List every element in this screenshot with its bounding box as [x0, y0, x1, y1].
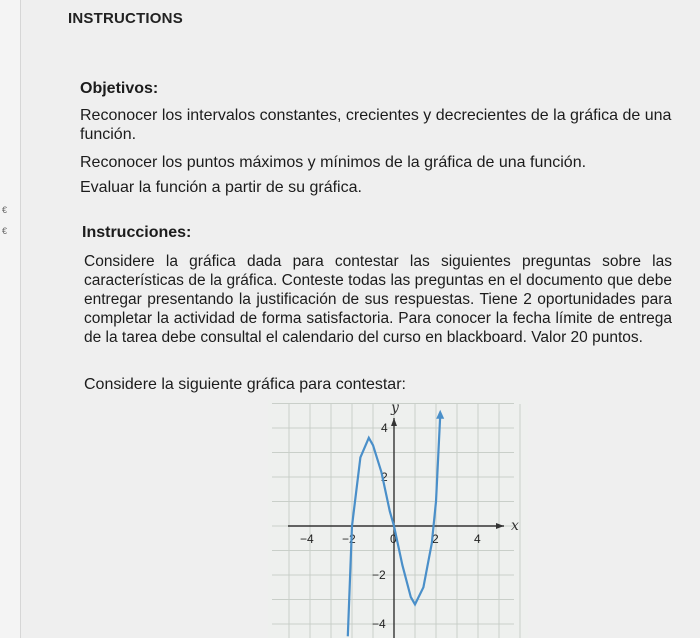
page-title: INSTRUCTIONS: [68, 10, 183, 27]
graph-background: [268, 400, 528, 638]
objective-item: Reconocer los intervalos constantes, crecientes y decrecientes de la gráfica de una función.: [80, 107, 672, 143]
sidebar-mark: €: [2, 226, 8, 236]
y-tick-label: 4: [381, 421, 388, 435]
y-axis-label: y: [391, 400, 399, 416]
y-tick-label: 2: [381, 470, 388, 484]
x-tick-label: 4: [474, 532, 481, 546]
y-tick-label: −2: [372, 568, 386, 582]
consider-text: Considere la siguiente gráfica para contestar:: [84, 376, 406, 393]
x-tick-label: −4: [300, 532, 314, 546]
x-tick-label: 2: [432, 532, 439, 546]
x-tick-label: −2: [342, 532, 356, 546]
y-tick-label: −4: [372, 617, 386, 631]
left-sidebar-strip: [0, 0, 21, 638]
objectives-heading: Objetivos:: [80, 80, 159, 97]
x-tick-label: 0: [390, 532, 397, 546]
function-graph: [268, 400, 528, 638]
x-axis-label: x: [511, 518, 519, 534]
instructions-body: Considere la gráfica dada para contestar las siguientes preguntas sobre las características de la gráfica. Conteste todas las preguntas en el documento que debe entregar presentando la justificación de sus respuestas. Tiene 2 oportunidades para completar la actividad de forma satisfactoria. Para conocer la fecha límite de entrega de la tarea debe consultal el calendario del curso en blackboard. Valor 20 puntos.: [84, 253, 672, 346]
objective-item: Reconocer los puntos máximos y mínimos de la gráfica de una función.: [80, 154, 587, 171]
objective-item: Evaluar la función a partir de su gráfica.: [80, 179, 362, 196]
instructions-heading: Instrucciones:: [82, 224, 192, 241]
content-panel: [21, 0, 700, 638]
sidebar-mark: €: [2, 205, 8, 215]
